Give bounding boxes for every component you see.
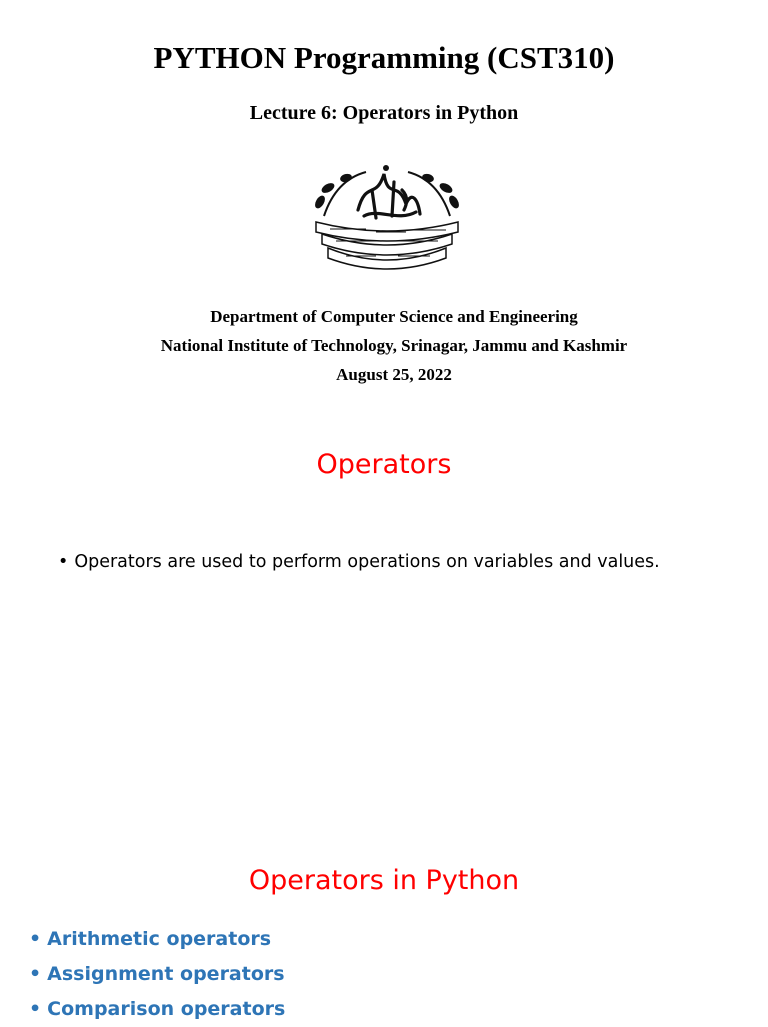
bullet-icon: • bbox=[29, 928, 42, 950]
slide-heading: Operators bbox=[316, 449, 452, 480]
bullet-icon: • bbox=[29, 998, 42, 1020]
lecture-date: August 25, 2022 bbox=[336, 365, 452, 384]
slide-heading: Operators in Python bbox=[248, 865, 520, 896]
institute-name: National Institute of Technology, Srinagar, Jammu and Kashmir bbox=[160, 336, 628, 355]
department-name: Department of Computer Science and Engineering bbox=[210, 307, 578, 326]
list-item bbox=[29, 957, 285, 992]
operators-in-python-slide bbox=[0, 830, 768, 1024]
nit-srinagar-emblem-icon bbox=[306, 160, 468, 272]
bullet-icon: • bbox=[58, 552, 69, 572]
bullet-icon: • bbox=[29, 963, 42, 985]
bullet-text: Operators are used to perform operations on variables and values. bbox=[74, 552, 660, 572]
bullet-item bbox=[58, 550, 660, 574]
list-item bbox=[29, 922, 285, 957]
course-title: PYTHON Programming (CST310) bbox=[153, 40, 615, 75]
lecture-title: Lecture 6: Operators in Python bbox=[249, 102, 519, 124]
list-item bbox=[29, 992, 285, 1027]
list-item-label: Assignment operators bbox=[47, 963, 285, 985]
title-slide bbox=[0, 0, 768, 410]
operator-types-list bbox=[29, 922, 285, 1027]
operators-slide bbox=[0, 410, 768, 830]
list-item-label: Arithmetic operators bbox=[47, 928, 272, 950]
list-item-label: Comparison operators bbox=[47, 998, 286, 1020]
